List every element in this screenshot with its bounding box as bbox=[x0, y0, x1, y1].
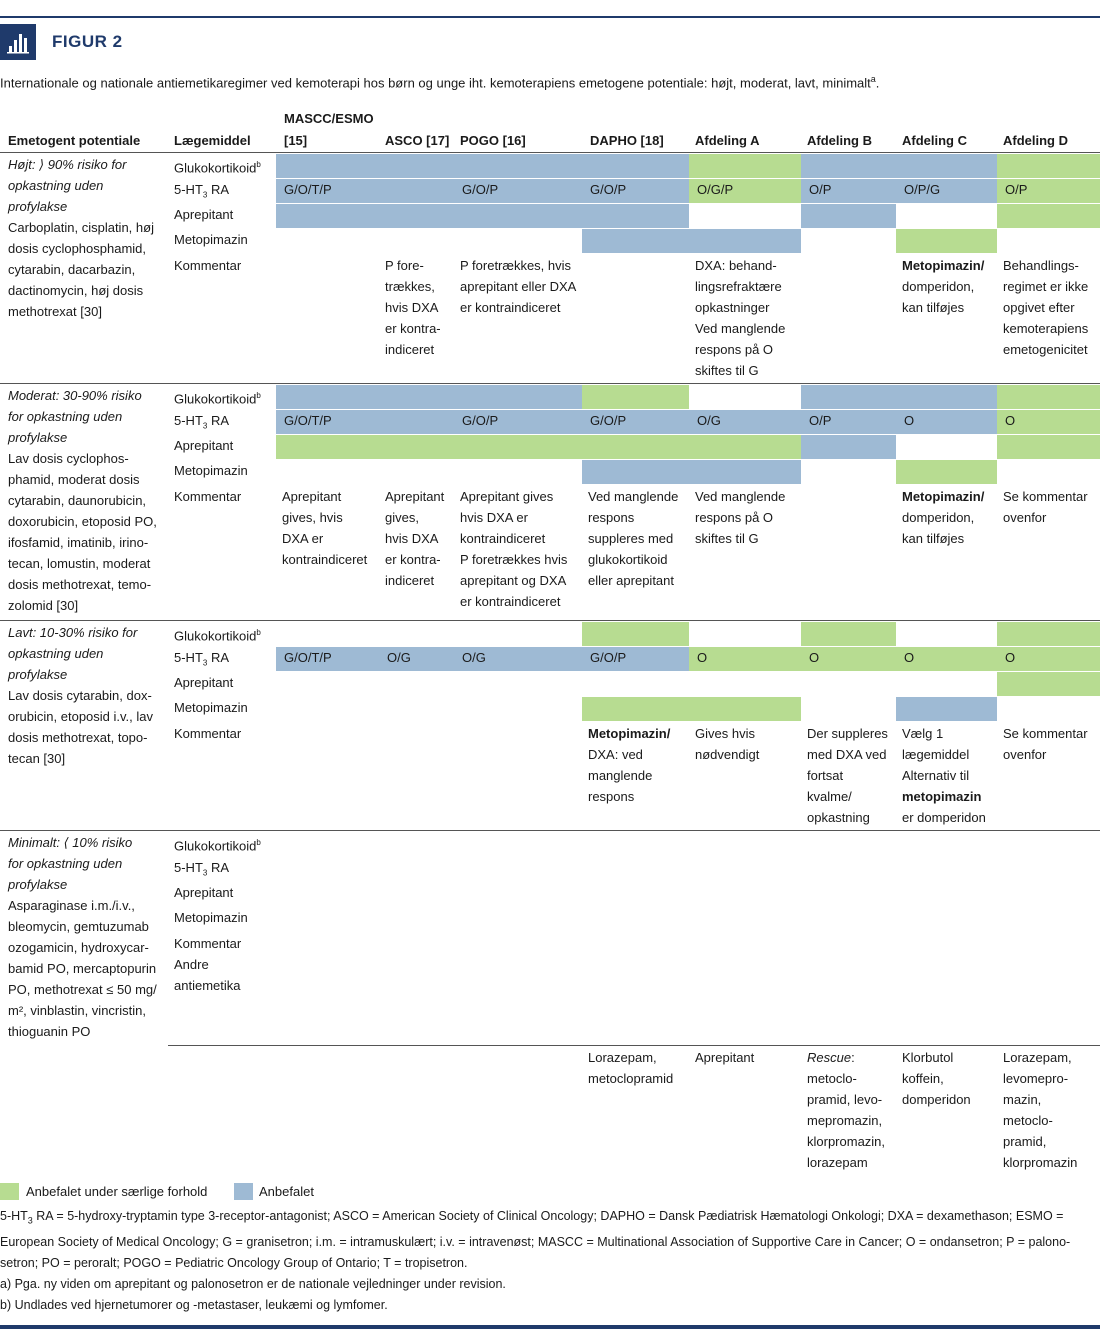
moderate-5ht3-mascc: G/O/T/P bbox=[284, 413, 332, 428]
high-gluko-fill bbox=[276, 154, 689, 178]
high-drug-glukokortikoid bbox=[174, 154, 279, 178]
column-header-mascc-esmo: MASCC/ESMO bbox=[284, 111, 374, 126]
drug-label: RA bbox=[207, 413, 230, 428]
comment-line: pramid, levo- bbox=[807, 1092, 883, 1107]
comment-line: Alternativ til bbox=[902, 768, 970, 783]
high-aprepitant-fill bbox=[801, 204, 896, 228]
other-comment-afdeling-d-line: mazin, bbox=[1003, 1092, 1042, 1107]
low-agents-line: orubicin, etoposid i.v., lav bbox=[8, 709, 153, 724]
minimal-drug-aprepitant: Aprepitant bbox=[174, 885, 234, 900]
legend bbox=[0, 1182, 1100, 1202]
moderate-drug-kommentar: Kommentar bbox=[174, 489, 242, 504]
high-agents-line: dactinomycin, høj dosis bbox=[8, 283, 144, 298]
column-header-pogo: POGO [16] bbox=[460, 133, 526, 148]
moderate-agents-line: dosis methotrexat, temo- bbox=[8, 577, 152, 592]
high-5ht3-pogo: G/O/P bbox=[462, 182, 499, 197]
high-metopimazin-fill bbox=[582, 229, 801, 253]
moderate-comment-pogo bbox=[460, 486, 567, 612]
high-comment-afdeling-a-line: DXA: behand- bbox=[695, 258, 777, 273]
moderate-5ht3-d: O bbox=[1005, 413, 1016, 428]
moderate-5ht3-b: O/P bbox=[809, 413, 832, 428]
moderate-comment-dapho-line: eller aprepitant bbox=[588, 573, 674, 588]
moderate-comment-afdeling-a bbox=[695, 486, 785, 549]
other-comment-afdeling-c-line: Klorbutol bbox=[902, 1050, 954, 1065]
high-drug-metopimazin: Metopimazin bbox=[174, 232, 248, 247]
column-header-afdeling-a: Afdeling A bbox=[695, 133, 760, 148]
high-risk-label-line: profylakse bbox=[8, 199, 68, 214]
low-comment-dapho-line: DXA: ved bbox=[588, 747, 643, 762]
moderate-comment-dapho-line: respons bbox=[588, 510, 635, 525]
low-5ht3-dapho: G/O/P bbox=[590, 650, 627, 665]
moderate-comment-dapho bbox=[588, 486, 678, 591]
low-comment-afdeling-b-line: kvalme/ bbox=[807, 789, 852, 804]
low-gluko-fill bbox=[801, 622, 896, 646]
drug-label-sub: 3 bbox=[202, 868, 208, 878]
moderate-comment-afdeling-d-line: Se kommentar bbox=[1003, 489, 1088, 504]
moderate-comment-pogo-line: hvis DXA er bbox=[460, 510, 528, 525]
moderate-agents-line: cytarabin, daunorubicin, bbox=[8, 493, 147, 508]
moderate-agents-line: Lav dosis cyclophos- bbox=[8, 451, 129, 466]
low-drug-metopimazin: Metopimazin bbox=[174, 700, 248, 715]
abbreviations-line-3: setron; PO = peroralt; POGO = Pediatric Oncology Group of Ontario; T = tropisetron. bbox=[0, 1255, 468, 1270]
low-drug-kommentar: Kommentar bbox=[174, 726, 242, 741]
figure-label: FIGUR 2 bbox=[52, 32, 123, 51]
minimal-drug-andre bbox=[174, 954, 279, 996]
drug-label-sup: b bbox=[256, 628, 261, 637]
moderate-comment-asco-line: er kontra- bbox=[385, 552, 441, 567]
high-comment-afdeling-d-line: kemoterapiens bbox=[1003, 321, 1089, 336]
low-5ht3-mascc: G/O/T/P bbox=[284, 650, 332, 665]
top-rule bbox=[0, 16, 1100, 18]
high-comment-afdeling-d-line: Behandlings- bbox=[1003, 258, 1079, 273]
high-metopimazin-fill bbox=[896, 229, 997, 253]
column-header-afdeling-c: Afdeling C bbox=[902, 133, 967, 148]
column-header-asco: ASCO [17] bbox=[385, 133, 450, 148]
low-aprepitant-fill bbox=[997, 672, 1100, 696]
moderate-comment-pogo-line: Aprepitant gives bbox=[460, 489, 554, 504]
low-metopimazin-fill bbox=[896, 697, 997, 721]
moderate-comment-afdeling-d-line: ovenfor bbox=[1003, 510, 1047, 525]
high-drug-kommentar: Kommentar bbox=[174, 258, 242, 273]
legend-green-swatch bbox=[0, 1183, 19, 1200]
high-gluko-fill bbox=[896, 154, 997, 178]
other-comment-afdeling-c bbox=[902, 1047, 971, 1110]
low-comment-dapho-bold: Metopimazin/ bbox=[588, 726, 671, 741]
minimal-agents-line: Asparaginase i.m./i.v., bbox=[8, 898, 135, 913]
low-comment-afdeling-d-line: ovenfor bbox=[1003, 747, 1047, 762]
high-comment-asco-line: P fore- bbox=[385, 258, 424, 273]
low-comment-dapho-line: manglende bbox=[588, 768, 653, 783]
high-5ht3-dapho: G/O/P bbox=[590, 182, 627, 197]
high-5ht3-mascc: G/O/T/P bbox=[284, 182, 332, 197]
comment-line: mepromazin, bbox=[807, 1113, 883, 1128]
moderate-comment-dapho-line: glukokortikoid bbox=[588, 552, 668, 567]
moderate-gluko-fill bbox=[896, 385, 997, 409]
drug-label-sub: 3 bbox=[202, 658, 208, 668]
moderate-comment-afdeling-c-line: kan tilføjes bbox=[902, 531, 965, 546]
moderate-drug-glukokortikoid bbox=[174, 385, 279, 409]
comment-line: lorazepam bbox=[807, 1155, 868, 1170]
moderate-5ht3-a: O/G bbox=[697, 413, 721, 428]
drug-label-sup: b bbox=[256, 391, 261, 400]
high-aprepitant-fill bbox=[276, 204, 689, 228]
low-drug-glukokortikoid bbox=[174, 622, 279, 646]
moderate-aprepitant-fill bbox=[801, 435, 896, 459]
high-5ht3-c: O/P/G bbox=[904, 182, 941, 197]
other-comment-afdeling-b bbox=[807, 1047, 902, 1173]
minimal-agents-line: bamid PO, mercaptopurin bbox=[8, 961, 157, 976]
low-gluko-fill bbox=[997, 622, 1100, 646]
moderate-comment-pogo-line: aprepitant og DXA bbox=[460, 573, 567, 588]
high-comment-asco-line: indiceret bbox=[385, 342, 435, 357]
moderate-aprepitant-fill bbox=[276, 435, 801, 459]
moderate-gluko-fill bbox=[997, 385, 1100, 409]
rescue-label: Rescue bbox=[807, 1050, 852, 1065]
abbreviations-line-2: European Society of Medical Oncology; G = granisetron; i.m. = intramuskulært; i.v. = intravenøst; MASCC = Multinational Association of Supportive Care in Cancer; O = ondansetron; P = palono- bbox=[0, 1234, 1071, 1249]
minimal-drug-kommentar: Kommentar bbox=[174, 936, 242, 951]
moderate-comment-mascc-line: DXA er bbox=[282, 531, 324, 546]
high-5ht3-a: O/G/P bbox=[697, 182, 734, 197]
moderate-comment-afdeling-c bbox=[902, 486, 984, 549]
high-5ht3-d: O/P bbox=[1005, 182, 1028, 197]
drug-label: RA bbox=[207, 860, 230, 875]
comment-line: Vælg 1 bbox=[902, 726, 944, 741]
moderate-drug-metopimazin: Metopimazin bbox=[174, 463, 248, 478]
drug-label: Glukokortikoid bbox=[174, 391, 257, 407]
high-comment-afdeling-c-line: kan tilføjes bbox=[902, 300, 965, 315]
high-aprepitant-fill bbox=[997, 204, 1100, 228]
comment-line: klorpromazin, bbox=[807, 1134, 886, 1149]
low-5ht3-pogo: O/G bbox=[462, 650, 486, 665]
other-comment-afdeling-d bbox=[1003, 1047, 1077, 1173]
figure-subtitle: Internationale og nationale antiemetikaregimer ved kemoterapi hos børn og unge iht. kemoterapiens emetogene potentiale: højt, moderat, lavt, minimalt$^a$. bbox=[0, 74, 880, 91]
other-comment-dapho-line: Lorazepam, bbox=[588, 1050, 657, 1065]
drug-label: Glukokortikoid bbox=[174, 838, 257, 854]
minimal-risk-label-line: profylakse bbox=[8, 877, 68, 892]
low-comment-afdeling-a bbox=[695, 723, 759, 765]
moderate-aprepitant-fill bbox=[997, 435, 1100, 459]
high-gluko-fill bbox=[689, 154, 801, 178]
high-comment-asco-line: hvis DXA bbox=[385, 300, 439, 315]
moderate-comment-afdeling-a-line: Ved manglende bbox=[695, 489, 786, 504]
other-comment-afdeling-d-line: klorpromazin bbox=[1003, 1155, 1078, 1170]
low-agents bbox=[8, 685, 153, 769]
footnote-a: a) Pga. ny viden om aprepitant og palonosetron er de nationale vejledninger under revision. bbox=[0, 1276, 506, 1291]
drug-label: Glukokortikoid bbox=[174, 160, 257, 176]
low-comment-afdeling-b-line: Der suppleres bbox=[807, 726, 888, 741]
minimal-drug-glukokortikoid bbox=[174, 832, 279, 856]
moderate-5ht3-c: O bbox=[904, 413, 915, 428]
drug-label-sup: b bbox=[256, 160, 261, 169]
low-drug-aprepitant: Aprepitant bbox=[174, 675, 234, 690]
drug-label: antiemetika bbox=[174, 978, 241, 993]
high-comment-afdeling-c-line: domperidon, bbox=[902, 279, 975, 294]
high-comment-afdeling-d-line: opgivet efter bbox=[1003, 300, 1075, 315]
moderate-agents-line: ifosfamid, imatinib, irino- bbox=[8, 535, 149, 550]
minimal-agents bbox=[8, 895, 157, 1042]
moderate-drug-5ht3 bbox=[174, 410, 279, 437]
legend-blue-swatch bbox=[234, 1183, 253, 1200]
low-risk-label-line: opkastning uden bbox=[8, 646, 104, 661]
column-header-afdeling-b: Afdeling B bbox=[807, 133, 872, 148]
low-drug-5ht3 bbox=[174, 647, 279, 674]
high-comment-pogo bbox=[460, 255, 576, 318]
moderate-comment-asco-line: hvis DXA bbox=[385, 531, 439, 546]
high-comment-pogo-line: P foretrækkes, hvis bbox=[460, 258, 572, 273]
other-comment-afdeling-d-line: pramid, bbox=[1003, 1134, 1047, 1149]
minimal-agents-line: thioguanin PO bbox=[8, 1024, 91, 1039]
minimal-agents-line: m², vinblastin, vincristin, bbox=[8, 1003, 146, 1018]
legend-blue-label: Anbefalet bbox=[259, 1184, 314, 1199]
drug-label: 5-HT bbox=[174, 413, 203, 428]
moderate-gluko-fill bbox=[582, 385, 689, 409]
moderate-comment-mascc-line: Aprepitant bbox=[282, 489, 342, 504]
low-comment-dapho-line: respons bbox=[588, 789, 635, 804]
low-5ht3-b: O bbox=[809, 650, 820, 665]
low-risk-label-line: Lavt: 10-30% risiko for bbox=[8, 625, 138, 640]
comment-line: lægemiddel bbox=[902, 747, 970, 762]
drug-label: Glukokortikoid bbox=[174, 628, 257, 644]
low-agents-line: dosis methotrexat, topo- bbox=[8, 730, 148, 745]
high-comment-asco bbox=[385, 255, 441, 360]
other-comment-afdeling-d-line: levomepro- bbox=[1003, 1071, 1069, 1086]
abbreviations-line-1: $5-HT_3$ RA = 5-hydroxy-tryptamin type 3-receptor-antagonist; ASCO = American Society of Clinical Oncology; DAPHO = Dansk Pædiatrisk Hæmatologi Onkologi; DXA = dexamethason; ESMO = bbox=[0, 1209, 1064, 1226]
moderate-risk-label-line: for opkastning uden bbox=[8, 409, 123, 424]
antiemetic-table bbox=[0, 106, 1100, 1180]
drug-label: 5-HT bbox=[174, 182, 203, 197]
other-comment-afdeling-d-line: metoclo- bbox=[1003, 1113, 1053, 1128]
moderate-drug-aprepitant: Aprepitant bbox=[174, 438, 234, 453]
legend-green-label: Anbefalet under særlige forhold bbox=[26, 1184, 208, 1199]
moderate-agents-line: zolomid [30] bbox=[8, 598, 79, 613]
footnotes bbox=[0, 1206, 1100, 1316]
low-comment-afdeling-d bbox=[1003, 723, 1088, 765]
minimal-risk-label-line: for opkastning uden bbox=[8, 856, 123, 871]
high-comment-afdeling-a-line: lingsrefraktære bbox=[695, 279, 782, 294]
other-comment-afdeling-c-line: koffein, bbox=[902, 1071, 944, 1086]
moderate-comment-mascc-line: kontraindiceret bbox=[282, 552, 368, 567]
high-risk-label-line: Højt: ⟩ 90% risiko for bbox=[8, 157, 127, 172]
minimal-risk-label bbox=[8, 832, 132, 895]
drug-label-sub: 3 bbox=[202, 421, 208, 431]
column-header-dapho: DAPHO [18] bbox=[590, 133, 664, 148]
low-metopimazin-fill bbox=[582, 697, 801, 721]
moderate-agents bbox=[8, 448, 157, 616]
footnote-b: b) Undlades ved hjernetumorer og -metastaser, leukæmi og lymfomer. bbox=[0, 1297, 388, 1312]
other-comment-afdeling-c-line: domperidon bbox=[902, 1092, 971, 1107]
moderate-comment-mascc bbox=[282, 486, 367, 570]
moderate-comment-afdeling-c-bold: Metopimazin/ bbox=[902, 489, 985, 504]
high-drug-5ht3 bbox=[174, 179, 279, 206]
high-comment-afdeling-a bbox=[695, 255, 785, 381]
moderate-comment-pogo-line: P foretrækkes hvis bbox=[460, 552, 568, 567]
low-comment-afdeling-a-line: Gives hvis bbox=[695, 726, 755, 741]
high-comment-pogo-line: aprepitant eller DXA bbox=[460, 279, 577, 294]
low-comment-afdeling-b bbox=[807, 723, 888, 828]
other-comment-dapho bbox=[588, 1047, 673, 1089]
drug-label: 5-HT bbox=[174, 650, 203, 665]
minimal-agents-line: ozogamicin, hydroxycar- bbox=[8, 940, 149, 955]
comment-line bbox=[807, 1047, 902, 1068]
other-antiemetics-divider bbox=[168, 1045, 1100, 1046]
moderate-comment-mascc-line: gives, hvis bbox=[282, 510, 343, 525]
high-comment-afdeling-a-line: respons på O bbox=[695, 342, 774, 357]
column-header-drug: Lægemiddel bbox=[174, 133, 251, 148]
high-comment-afdeling-a-line: skiftes til G bbox=[695, 363, 759, 378]
moderate-metopimazin-fill bbox=[582, 460, 801, 484]
moderate-5ht3-pogo: G/O/P bbox=[462, 413, 499, 428]
high-comment-afdeling-d-line: regimet er ikke bbox=[1003, 279, 1089, 294]
moderate-risk-label bbox=[8, 385, 142, 448]
high-agents-line: cytarabin, dacarbazin, bbox=[8, 262, 136, 277]
low-risk-label bbox=[8, 622, 137, 685]
bar-chart-icon bbox=[0, 24, 36, 60]
column-header-potential: Emetogent potentiale bbox=[8, 133, 141, 148]
low-comment-afdeling-b-line: med DXA ved bbox=[807, 747, 887, 762]
low-comment-afdeling-b-line: fortsat bbox=[807, 768, 844, 783]
low-comment-afdeling-c bbox=[902, 723, 1002, 828]
low-comment-afdeling-d-line: Se kommentar bbox=[1003, 726, 1088, 741]
high-agents-line: Carboplatin, cisplatin, høj bbox=[8, 220, 154, 235]
figure-header bbox=[0, 24, 1100, 60]
moderate-agents-line: tecan, lomustin, moderat bbox=[8, 556, 151, 571]
high-agents bbox=[8, 217, 154, 322]
low-5ht3-a: O bbox=[697, 650, 708, 665]
rescue-colon: : bbox=[851, 1050, 855, 1065]
low-gluko-fill bbox=[582, 622, 689, 646]
high-risk-label bbox=[8, 154, 127, 217]
moderate-risk-label-line: Moderat: 30-90% risiko bbox=[8, 388, 142, 403]
high-agents-line: methotrexat [30] bbox=[8, 304, 102, 319]
group-divider-moderate bbox=[0, 383, 1100, 384]
moderate-comment-afdeling-a-line: skiftes til G bbox=[695, 531, 759, 546]
moderate-comment-afdeling-a-line: respons på O bbox=[695, 510, 774, 525]
high-5ht3-b: O/P bbox=[809, 182, 832, 197]
minimal-drug-metopimazin: Metopimazin bbox=[174, 910, 248, 925]
comment-line: er domperidon bbox=[902, 810, 986, 825]
moderate-comment-dapho-line: suppleres med bbox=[588, 531, 674, 546]
moderate-gluko-fill bbox=[801, 385, 896, 409]
drug-label: RA bbox=[207, 650, 230, 665]
high-risk-label-line: opkastning uden bbox=[8, 178, 104, 193]
low-risk-label-line: profylakse bbox=[8, 667, 68, 682]
drug-label-sub: 3 bbox=[202, 190, 208, 200]
moderate-comment-asco-line: Aprepitant bbox=[385, 489, 445, 504]
low-agents-line: Lav dosis cytarabin, dox- bbox=[8, 688, 152, 703]
moderate-5ht3-dapho: G/O/P bbox=[590, 413, 627, 428]
high-comment-afdeling-c-bold: Metopimazin/ bbox=[902, 258, 985, 273]
low-5ht3-d: O bbox=[1005, 650, 1016, 665]
moderate-comment-asco bbox=[385, 486, 444, 591]
other-comment-afdeling-d-line: Lorazepam, bbox=[1003, 1050, 1072, 1065]
moderate-comment-pogo-line: kontraindiceret bbox=[460, 531, 546, 546]
other-comment-afdeling-a bbox=[695, 1047, 754, 1068]
moderate-comment-pogo-line: er kontraindiceret bbox=[460, 594, 561, 609]
high-comment-afdeling-d bbox=[1003, 255, 1088, 360]
minimal-drug-5ht3 bbox=[174, 857, 279, 884]
high-agents-line: dosis cyclophosphamid, bbox=[8, 241, 147, 256]
moderate-comment-afdeling-c-line: domperidon, bbox=[902, 510, 975, 525]
minimal-agents-line: bleomycin, gemtuzumab bbox=[8, 919, 149, 934]
low-5ht3-c: O bbox=[904, 650, 915, 665]
high-comment-afdeling-c bbox=[902, 255, 984, 318]
low-comment-afdeling-a-line: nødvendigt bbox=[695, 747, 760, 762]
drug-label-sup: b bbox=[256, 838, 261, 847]
low-comment-dapho bbox=[588, 723, 670, 807]
comment-line-bold: metopimazin bbox=[902, 789, 982, 804]
high-comment-afdeling-d-line: emetogenicitet bbox=[1003, 342, 1088, 357]
moderate-agents-line: doxorubicin, etoposid PO, bbox=[8, 514, 157, 529]
group-divider-high bbox=[0, 152, 1100, 153]
low-agents-line: tecan [30] bbox=[8, 751, 66, 766]
minimal-agents-line: PO, methotrexat ≤ 50 mg/ bbox=[8, 982, 157, 997]
high-comment-asco-line: er kontra- bbox=[385, 321, 441, 336]
column-header-mascc-ref: [15] bbox=[284, 133, 308, 148]
drug-label: Andre bbox=[174, 957, 209, 972]
other-comment-dapho-line: metoclopramid bbox=[588, 1071, 674, 1086]
high-comment-asco-line: trækkes, bbox=[385, 279, 435, 294]
high-drug-aprepitant: Aprepitant bbox=[174, 207, 234, 222]
high-gluko-fill bbox=[997, 154, 1100, 178]
column-header-afdeling-d: Afdeling D bbox=[1003, 133, 1068, 148]
high-comment-pogo-line: er kontraindiceret bbox=[460, 300, 561, 315]
moderate-risk-label-line: profylakse bbox=[8, 430, 68, 445]
low-5ht3-asco: O/G bbox=[387, 650, 411, 665]
group-divider-minimal bbox=[0, 830, 1100, 831]
high-comment-afdeling-a-line: opkastninger bbox=[695, 300, 770, 315]
moderate-comment-asco-line: gives, bbox=[385, 510, 419, 525]
high-gluko-fill bbox=[801, 154, 896, 178]
bottom-rule bbox=[0, 1325, 1100, 1329]
moderate-comment-dapho-line: Ved manglende bbox=[588, 489, 679, 504]
group-divider-low bbox=[0, 620, 1100, 621]
moderate-gluko-fill bbox=[276, 385, 582, 409]
drug-label: RA bbox=[207, 182, 230, 197]
moderate-agents-line: phamid, moderat dosis bbox=[8, 472, 140, 487]
high-comment-afdeling-a-line: Ved manglende bbox=[695, 321, 786, 336]
other-comment-afdeling-a-line: Aprepitant bbox=[695, 1050, 755, 1065]
low-comment-afdeling-b-line: opkastning bbox=[807, 810, 870, 825]
moderate-comment-asco-line: indiceret bbox=[385, 573, 435, 588]
drug-label: 5-HT bbox=[174, 860, 203, 875]
moderate-metopimazin-fill bbox=[896, 460, 997, 484]
minimal-risk-label-line: Minimalt: ⟨ 10% risiko bbox=[8, 835, 133, 850]
moderate-comment-afdeling-d bbox=[1003, 486, 1088, 528]
comment-line: metoclo- bbox=[807, 1071, 857, 1086]
